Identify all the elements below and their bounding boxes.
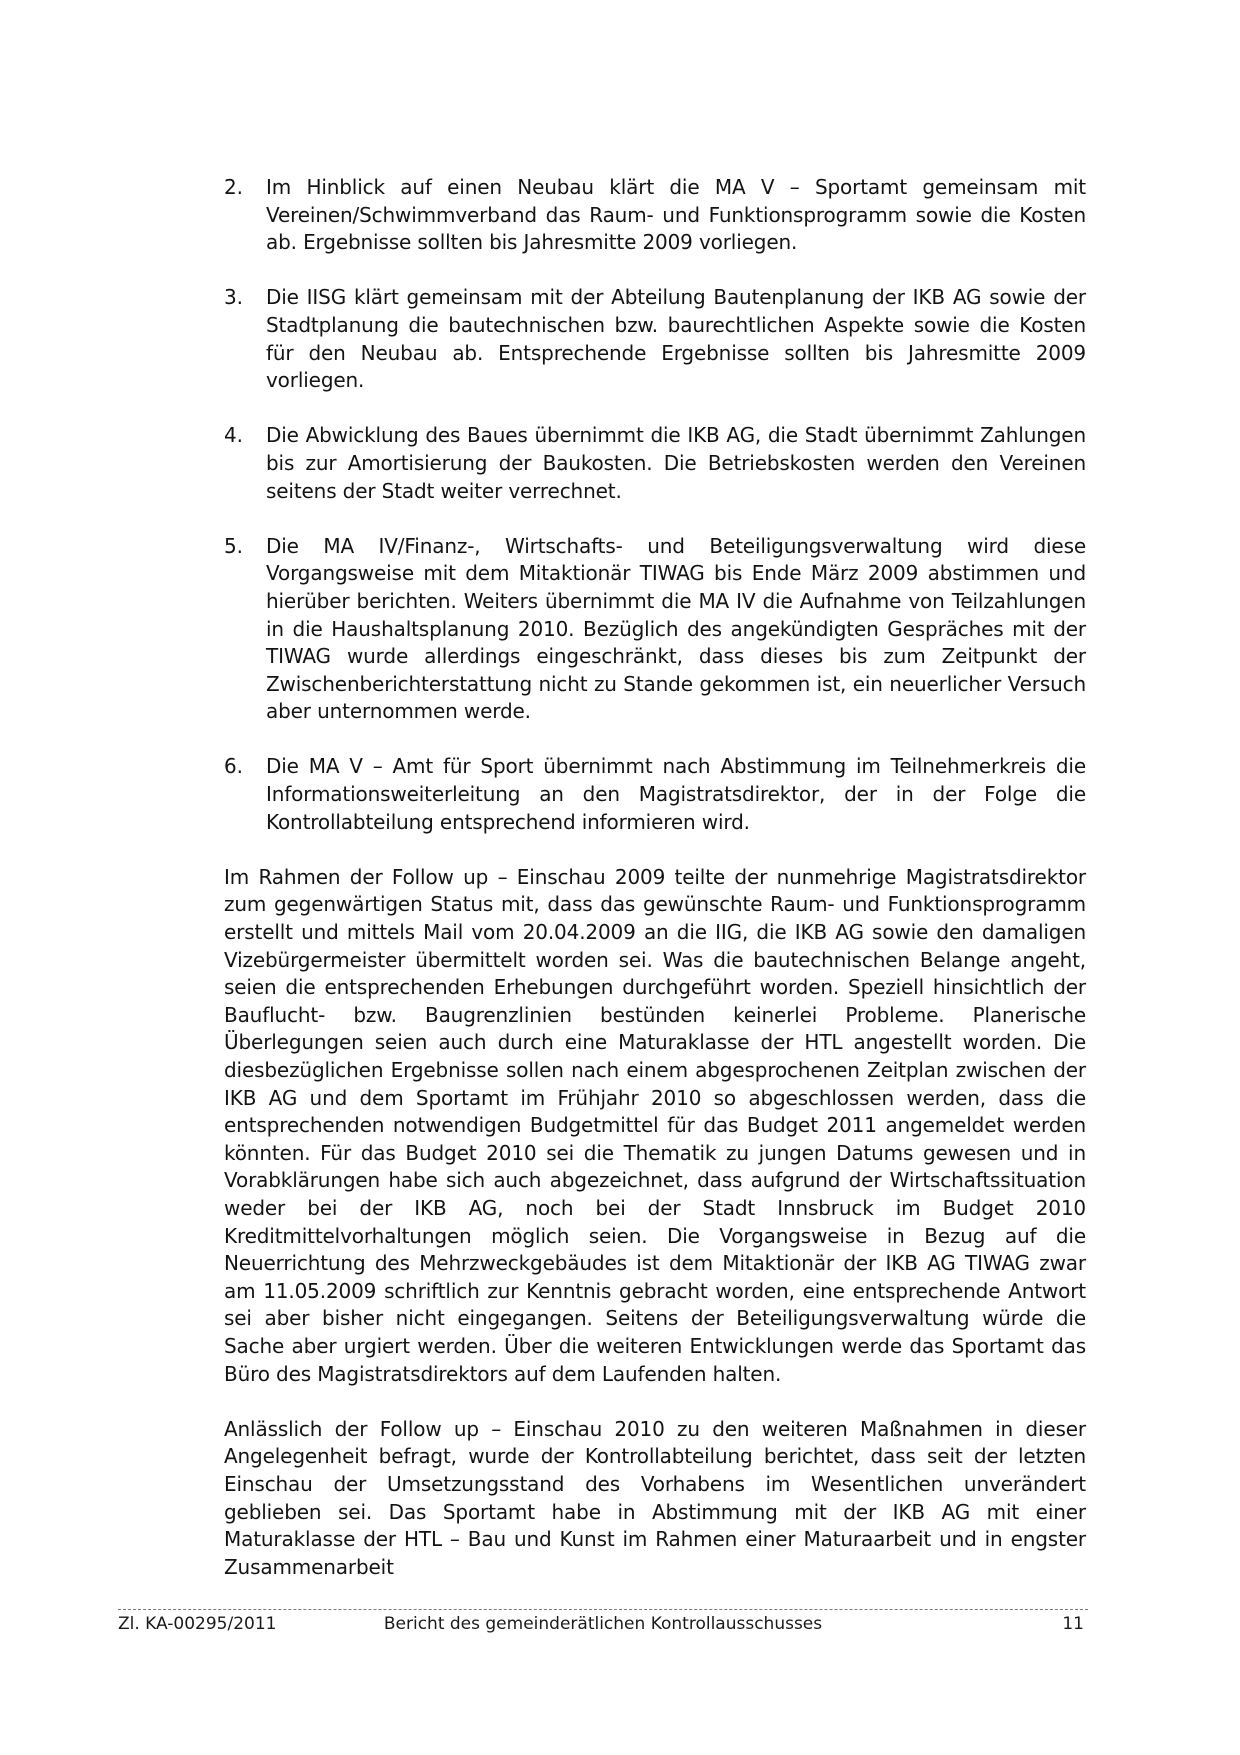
page-number: 11	[1062, 1614, 1084, 1634]
list-item	[224, 284, 1086, 394]
list-item	[224, 753, 1086, 836]
body-paragraph: Anlässlich der Follow up – Einschau 2010 zu den weiteren Maßnahmen in dieser Angelegenheit befragt, wurde der Kontrollabteilung berichtet, dass seit der letzten Einschau der Umsetzungsstand des Vorhabens im Wesentlichen unverändert geblieben sei. Das Sportamt habe in Abstimmung mit der IKB AG mit einer Maturaklasse der HTL – Bau und Kunst im Rahmen einer Maturaarbeit und in engster Zusammenarbeit	[224, 1416, 1086, 1579]
list-number: 4.	[224, 423, 243, 448]
list-number: 2.	[224, 175, 243, 199]
list-number: 6.	[224, 754, 243, 779]
list-number: 5.	[224, 533, 243, 558]
list-item	[224, 533, 1086, 726]
document-body	[224, 174, 1086, 1609]
list-text: Die IISG klärt gemeinsam mit der Abteilung Bautenplanung der IKB AG sowie der Stadtplanung die bautechnischen bzw. baurechtlichen Aspekte sowie die Kosten für den Neubau ab. Entsprechende Ergebnisse sollten bis Jahresmitte 2009 vorliegen.	[266, 285, 1086, 393]
list-item	[224, 422, 1086, 505]
list-text: Die MA V – Amt für Sport übernimmt nach Abstimmung im Teilnehmerkreis die Informationsweiterleitung an den Magistratsdirektor, der in der Folge die Kontrollabteilung entsprechend informieren wird.	[266, 754, 1086, 834]
list-number: 3.	[224, 285, 243, 310]
list-text: Die Abwicklung des Baues übernimmt die IKB AG, die Stadt übernimmt Zahlungen bis zur Amortisierung der Baukosten. Die Betriebskosten werden den Vereinen seitens der Stadt weiter verrechnet.	[266, 423, 1086, 503]
footer-title: Bericht des gemeinderätlichen Kontrollausschusses	[383, 1614, 823, 1634]
list-text: Die MA IV/Finanz-, Wirtschafts- und Beteiligungsverwaltung wird diese Vorgangsweise mit dem Mitaktionär TIWAG bis Ende März 2009 abstimmen und hierüber berichten. Weiters übernimmt die MA IV die Aufnahme von Teilzahlungen in die Haushaltsplanung 2010. Bezüglich des angekündigten Gespräches mit der TIWAG wurde allerdings eingeschränkt, dass dieses bis zum Zeitpunkt der Zwischenberichterstattung nicht zu Stande gekommen ist, ein neuerlicher Versuch aber unternommen werde.	[266, 533, 1086, 724]
list-item	[224, 174, 1086, 257]
list-text: Im Hinblick auf einen Neubau klärt die MA V – Sportamt gemeinsam mit Vereinen/Schwimmverband das Raum- und Funktionsprogramm sowie die Kosten ab. Ergebnisse sollten bis Jahresmitte 2009 vorliegen.	[266, 175, 1086, 255]
body-paragraph: Im Rahmen der Follow up – Einschau 2009 teilte der nunmehrige Magistratsdirektor zum gegenwärtigen Status mit, dass das gewünschte Raum- und Funktionsprogramm erstellt und mittels Mail vom 20.04.2009 an die IIG, die IKB AG sowie den damaligen Vizebürgermeister übermittelt worden sei. Was die bautechnischen Belange angeht, seien die entsprechenden Erhebungen durchgeführt worden. Speziell hinsichtlich der Bauflucht- bzw. Baugrenzlinien bestünden keinerlei Probleme. Planerische Überlegungen seien auch durch eine Maturaklasse der HTL angestellt worden. Die diesbezüglichen Ergebnisse sollen nach einem abgesprochenen Zeitplan zwischen der IKB AG und dem Sportamt im Frühjahr 2010 so abgeschlossen werden, dass die entsprechenden notwendigen Budgetmittel für das Budget 2011 angemeldet werden könnten. Für das Budget 2010 sei die Thematik zu jungen Datums gewesen und in Vorabklärungen habe sich auch abgezeichnet, dass aufgrund der Wirtschaftssituation weder bei der IKB AG, noch bei der Stadt Innsbruck im Budget 2010 Kreditmittelvorhaltungen möglich seien. Die Vorgangsweise in Bezug auf die Neuerrichtung des Mehrzweckgebäudes ist dem Mitaktionär der IKB AG TIWAG zwar am 11.05.2009 schriftlich zur Kenntnis gebracht worden, eine entsprechende Antwort sei aber bisher nicht eingegangen. Seitens der Beteiligungsverwaltung würde die Sache aber urgiert werden. Über die weiteren Entwicklungen werde das Sportamt das Büro des Magistratsdirektors auf dem Laufenden halten.	[224, 864, 1086, 1386]
page-footer	[118, 1609, 1088, 1637]
footer-reference: Zl. KA-00295/2011	[118, 1614, 277, 1634]
